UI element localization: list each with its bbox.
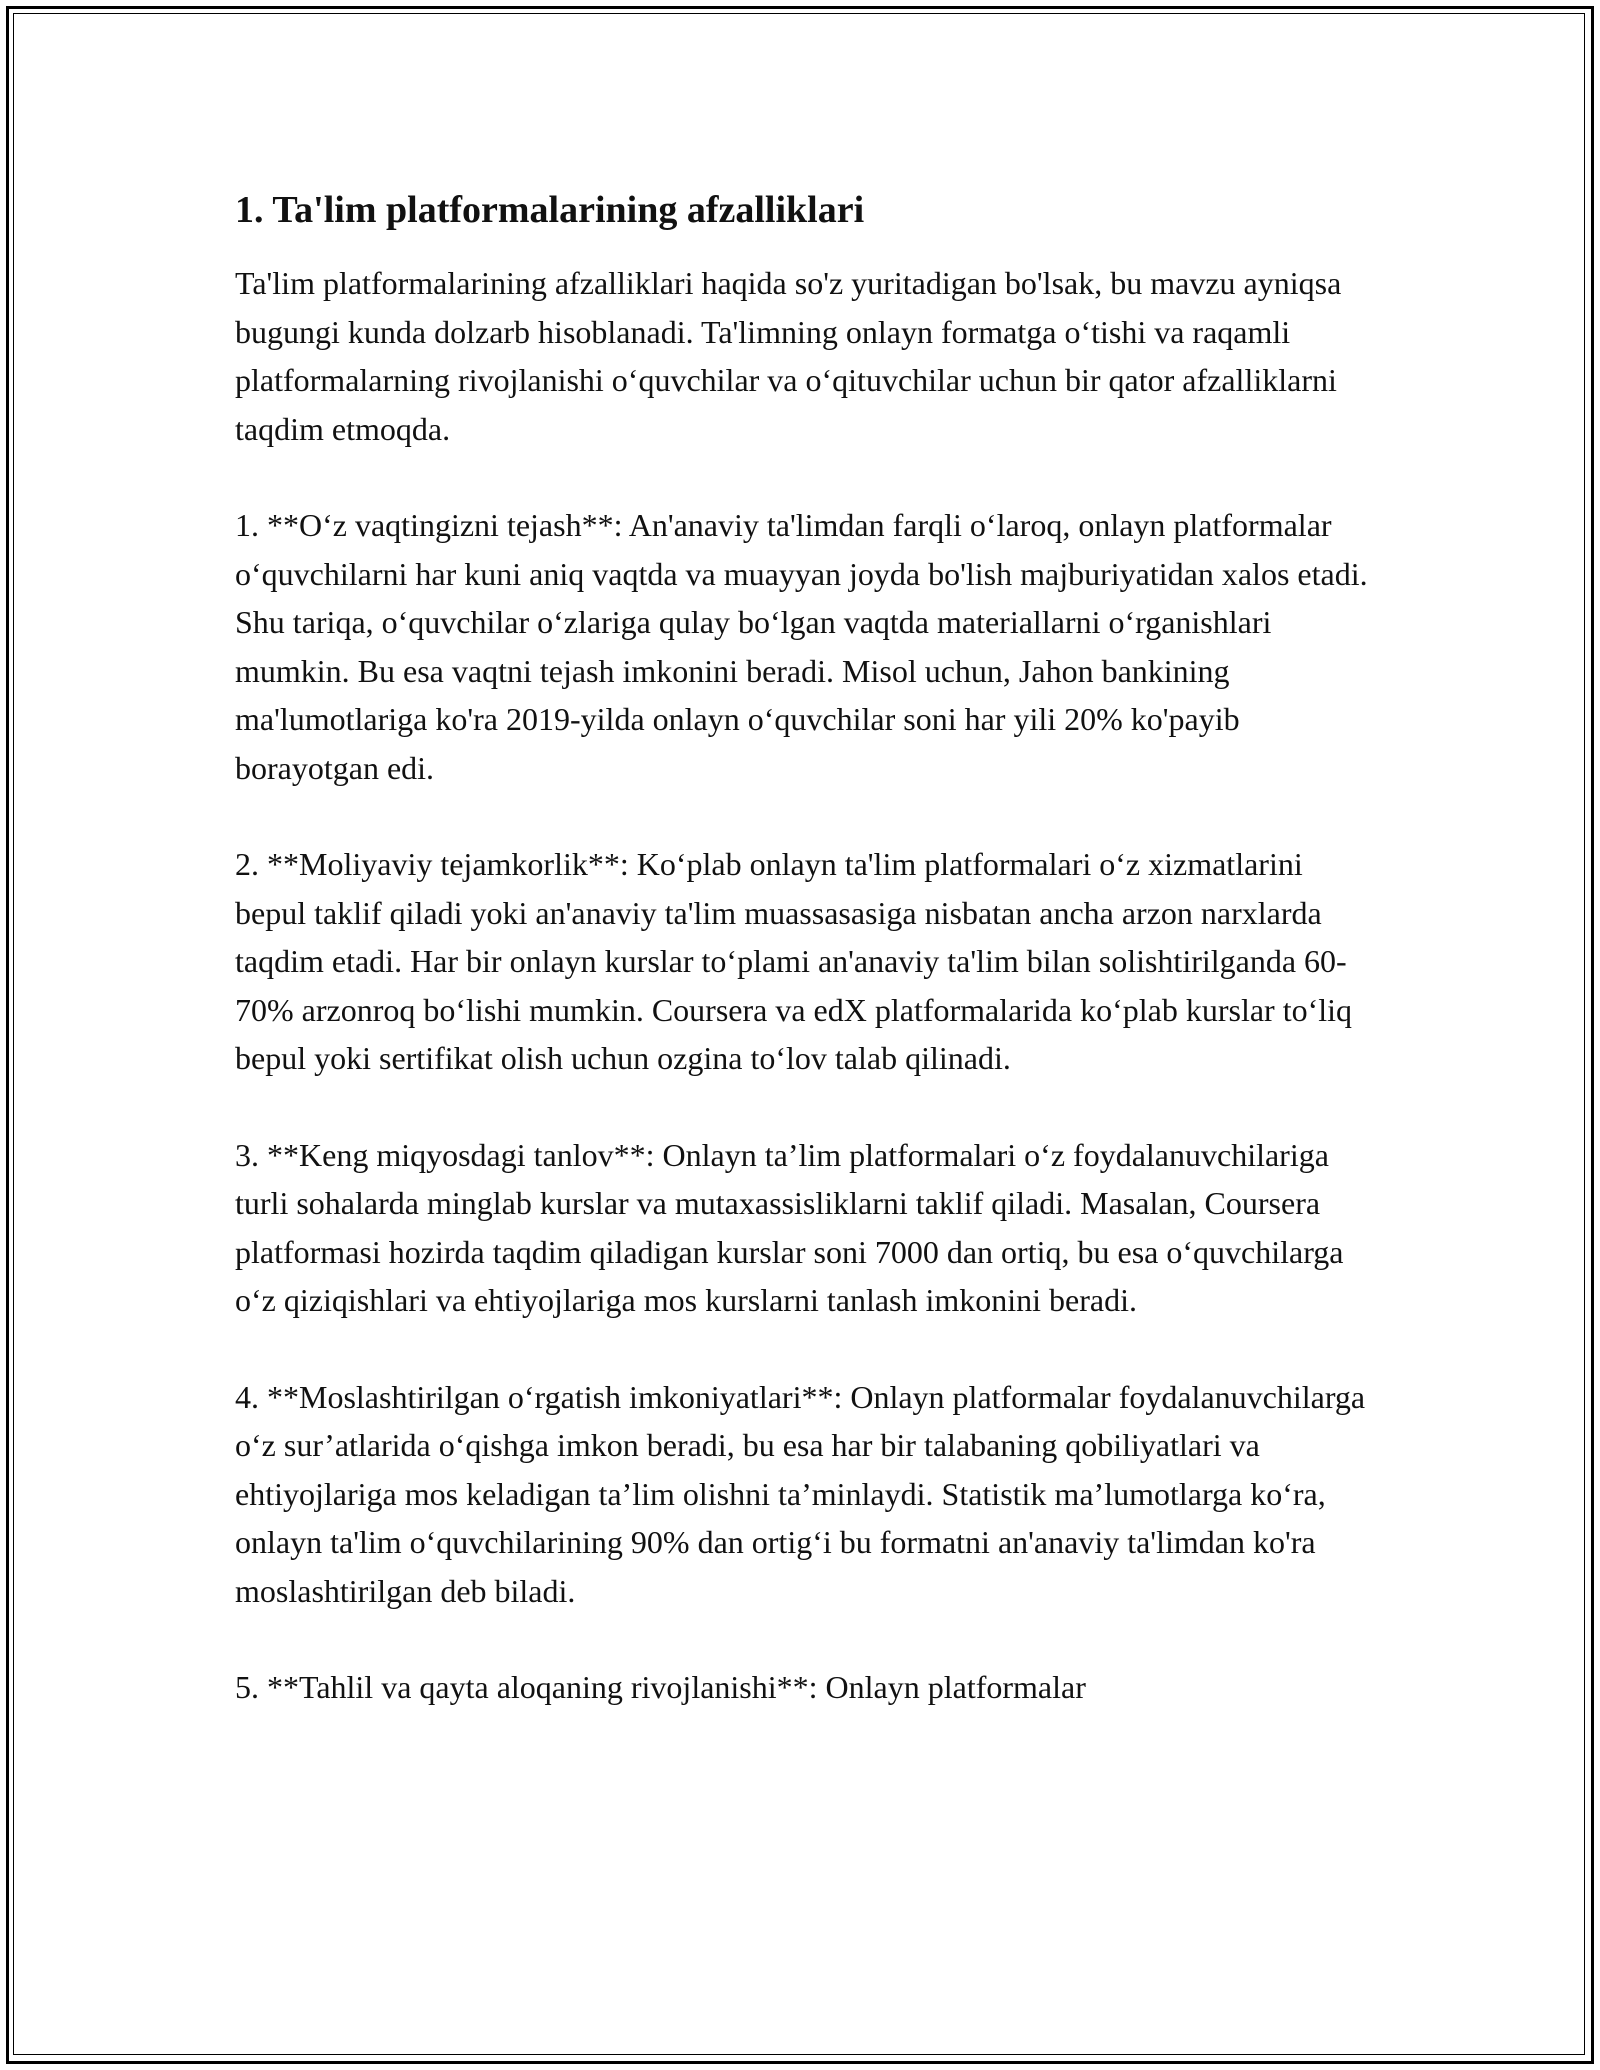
paragraph-time-saving: 1. **Oʻz vaqtingizni tejash**: An'anaviy ta'limdan farqli oʻlaroq, onlayn platformalar oʻquvchilarni har kuni aniq vaqtda va muayyan joyda bo'lish majburiyatidan xalos etadi. Shu tariqa, oʻquvchilar oʻzlariga qulay boʻlgan vaqtda materiallarni oʻrganishlari mumkin. Bu esa vaqtni tejash imkonini beradi. Misol uchun, Jahon bankining ma'lumotlariga ko'ra 2019-yilda onlayn oʻquvchilar soni har yili 20% ko'payib borayotgan edi.	[235, 507, 1368, 786]
section-heading: 1. Ta'lim platformalarining afzalliklari	[235, 189, 865, 231]
paragraph-analysis-feedback: 5. **Tahlil va qayta aloqaning rivojlanishi**: Onlayn platformalar	[235, 1669, 1086, 1706]
paragraph-adaptive-learning: 4. **Moslashtirilgan oʻrgatish imkoniyatlari**: Onlayn platformalar foydalanuvchilarga oʻz sur’atlarida oʻqishga imkon beradi, bu esa har bir talabaning qobiliyatlari va ehtiyojlariga mos keladigan ta’lim olishni ta’minlaydi. Statistik ma’lumotlarga koʻra, onlayn ta'lim oʻquvchilarining 90% dan ortigʻi bu formatni an'anaviy ta'limdan ko'ra moslashtirilgan deb biladi.	[235, 1378, 1366, 1609]
intro-paragraph: Ta'lim platformalarining afzalliklari haqida so'z yuritadigan bo'lsak, bu mavzu ayniqsa bugungi kunda dolzarb hisoblanadi. Ta'limning onlayn formatga oʻtishi va raqamli platformalarning rivojlanishi oʻquvchilar va oʻqituvchilar uchun bir qator afzalliklarni taqdim etmoqda.	[235, 265, 1342, 447]
paragraph-wide-choice: 3. **Keng miqyosdagi tanlov**: Onlayn ta’lim platformalari oʻz foydalanuvchilariga turli sohalarda minglab kurslar va mutaxassisliklarni taklif qiladi. Masalan, Coursera platformasi hozirda taqdim qiladigan kurslar soni 7000 dan ortiq, bu esa oʻquvchilarga oʻz qiziqishlari va ehtiyojlariga mos kurslarni tanlash imkonini beradi.	[235, 1136, 1344, 1319]
paragraph-financial-savings: 2. **Moliyaviy tejamkorlik**: Koʻplab onlayn ta'lim platformalari oʻz xizmatlarini bepul taklif qiladi yoki an'anaviy ta'lim muassasasiga nisbatan ancha arzon narxlarda taqdim etadi. Har bir onlayn kurslar toʻplami an'anaviy ta'lim bilan solishtirilganda 60-70% arzonroq boʻlishi mumkin. Coursera va edX platformalarida koʻplab kurslar toʻliq bepul yoki sertifikat olish uchun ozgina toʻlov talab qilinadi.	[235, 846, 1353, 1077]
document-body	[235, 186, 1375, 1760]
